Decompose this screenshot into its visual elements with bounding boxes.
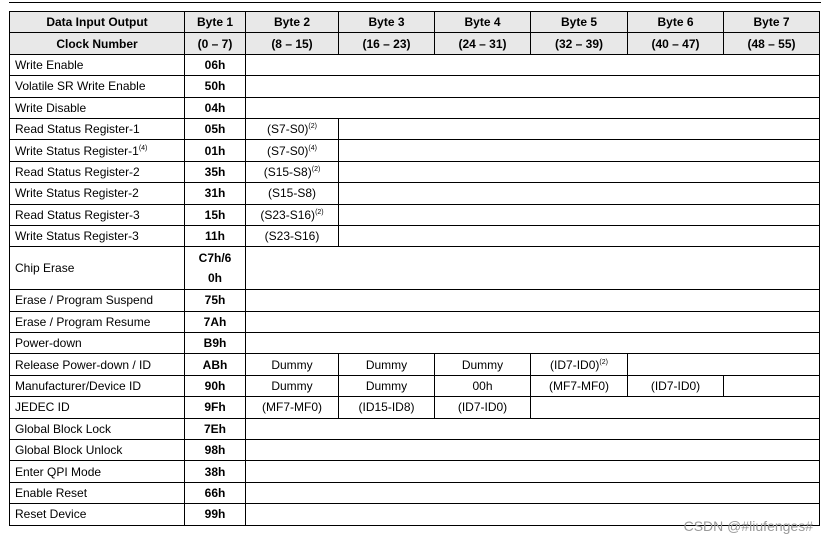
- empty-cell: [246, 247, 820, 290]
- byte1-cell: [185, 118, 246, 139]
- command-name-cell-text: Write Status Register-3: [15, 229, 139, 244]
- empty-cell: [246, 97, 820, 118]
- table-row: [10, 311, 820, 332]
- command-name-cell: [10, 76, 185, 97]
- command-name-cell-text: JEDEC ID: [15, 400, 70, 415]
- header-cell: (24 – 31): [435, 33, 531, 54]
- header-row-data-io: [10, 12, 820, 33]
- command-name-cell: [10, 311, 185, 332]
- byte1-cell-text: 98h: [204, 443, 226, 458]
- command-name-cell-text: Enable Reset: [15, 486, 88, 500]
- instruction-set-table: [9, 11, 820, 526]
- command-name-cell: [10, 290, 185, 311]
- empty-cell: [246, 54, 820, 75]
- byte4-cell-text: (ID7-ID0): [457, 400, 508, 415]
- byte2-cell-text: (S7-S0): [267, 122, 309, 137]
- command-name-cell: [10, 225, 185, 246]
- byte1-cell: [185, 290, 246, 311]
- empty-cell: [246, 333, 820, 354]
- byte1-cell: [185, 183, 246, 204]
- command-name-cell-text: Write Status Register-1: [15, 143, 139, 158]
- byte1-cell-text: 04h: [204, 100, 226, 115]
- empty-cell: [628, 354, 820, 375]
- header-cell: (16 – 23): [339, 33, 435, 54]
- command-name-cell: [10, 375, 185, 396]
- command-name-cell: [10, 247, 185, 290]
- command-name-cell: [10, 97, 185, 118]
- byte1-cell: [185, 461, 246, 482]
- byte1-cell: [185, 418, 246, 439]
- byte4-cell: [435, 375, 531, 396]
- empty-cell: [339, 118, 820, 139]
- table-row: [10, 290, 820, 311]
- byte2-cell: [246, 161, 339, 182]
- byte3-cell-text: Dummy: [365, 379, 408, 394]
- header-cell: Byte 2: [246, 12, 339, 33]
- header-cell: (0 – 7): [185, 33, 246, 54]
- command-name-cell: [10, 54, 185, 75]
- byte1-cell: [185, 76, 246, 97]
- command-name-cell: [10, 440, 185, 461]
- table-header: [10, 12, 820, 55]
- footnote-ref: (4): [308, 144, 317, 152]
- empty-cell: [246, 482, 820, 503]
- byte1-cell: [185, 397, 246, 418]
- table-row: [10, 440, 820, 461]
- command-name-cell: [10, 161, 185, 182]
- command-name-cell-text: Release Power-down / ID: [15, 357, 152, 372]
- table-row: [10, 54, 820, 75]
- byte1-cell: [185, 375, 246, 396]
- table-row: [10, 161, 820, 182]
- byte1-cell-text: ABh: [202, 357, 228, 372]
- byte2-cell: [246, 375, 339, 396]
- empty-cell: [246, 461, 820, 482]
- byte1-cell-text: 99h: [204, 507, 226, 522]
- byte1-cell-text: 31h: [204, 186, 226, 201]
- byte6-cell: [628, 375, 724, 396]
- table-row: [10, 375, 820, 396]
- table-row: [10, 418, 820, 439]
- command-name-cell-text: Write Enable: [15, 57, 84, 72]
- command-name-cell-text: Chip Erase: [15, 261, 75, 276]
- footnote-ref: (2): [599, 358, 608, 366]
- byte2-cell-text: (S7-S0): [267, 143, 309, 158]
- command-name-cell: [10, 461, 185, 482]
- byte1-cell: [185, 354, 246, 375]
- header-cell: Data Input Output: [10, 12, 185, 33]
- byte1-cell-text: C7h/6: [198, 251, 232, 266]
- header-cell: Byte 3: [339, 12, 435, 33]
- byte1-cell: [185, 247, 246, 290]
- command-name-cell-text: Global Block Lock: [15, 421, 112, 436]
- byte2-cell: [246, 354, 339, 375]
- header-cell: (48 – 55): [724, 33, 820, 54]
- byte2-cell-text: (S23-S16): [264, 229, 320, 244]
- byte6-cell-text: (ID7-ID0): [650, 379, 701, 394]
- command-name-cell-text: Read Status Register-2: [15, 164, 140, 179]
- byte2-cell: [246, 140, 339, 161]
- byte5-cell-text: (ID7-ID0): [550, 357, 600, 372]
- header-cell: Byte 7: [724, 12, 820, 33]
- byte1-cell-text: 75h: [204, 293, 226, 308]
- command-name-cell-text: Read Status Register-3: [15, 207, 140, 222]
- command-name-cell: [10, 333, 185, 354]
- byte1-cell-text: 90h: [204, 379, 226, 394]
- footnote-ref: (2): [315, 208, 324, 216]
- byte2-cell: [246, 118, 339, 139]
- byte1-cell: [185, 225, 246, 246]
- command-name-cell: [10, 504, 185, 525]
- byte2-cell: [246, 397, 339, 418]
- header-cell: Byte 5: [531, 12, 628, 33]
- byte1-cell: [185, 204, 246, 225]
- footnote-ref: (4): [138, 144, 148, 152]
- command-name-cell: [10, 183, 185, 204]
- byte3-cell: [339, 397, 435, 418]
- byte3-cell-text: (ID15-ID8): [358, 400, 415, 415]
- byte1-cell-text: 0h: [207, 271, 222, 286]
- empty-cell: [246, 76, 820, 97]
- footnote-ref: (2): [308, 123, 317, 131]
- byte1-cell: [185, 97, 246, 118]
- byte5-cell: [531, 375, 628, 396]
- byte4-cell-text: 00h: [472, 379, 493, 394]
- empty-cell: [339, 204, 820, 225]
- byte2-cell: [246, 225, 339, 246]
- byte1-cell-text: 15h: [204, 207, 226, 222]
- header-cell: Byte 4: [435, 12, 531, 33]
- header-cell: (8 – 15): [246, 33, 339, 54]
- footnote-ref: (2): [311, 165, 321, 173]
- byte1-cell-text: 9Fh: [204, 400, 226, 415]
- byte1-cell: [185, 140, 246, 161]
- table-body: [10, 54, 820, 525]
- table-row: [10, 482, 820, 503]
- command-name-cell: [10, 397, 185, 418]
- header-cell: (32 – 39): [531, 33, 628, 54]
- byte1-cell-text: 06h: [204, 57, 226, 72]
- command-name-cell-text: Power-down: [15, 336, 82, 351]
- command-name-cell-text: Write Disable: [15, 100, 87, 115]
- empty-cell: [246, 311, 820, 332]
- watermark: CSDN @#liufenges#: [683, 518, 813, 534]
- byte1-cell-text: 7Ah: [203, 314, 227, 329]
- empty-cell: [724, 375, 820, 396]
- byte2-cell-text: (S15-S8): [263, 164, 312, 179]
- byte2-cell-text: (MF7-MF0): [262, 400, 322, 415]
- byte2-cell-text: (S23-S16): [260, 207, 316, 222]
- byte1-cell: [185, 482, 246, 503]
- command-name-cell: [10, 482, 185, 503]
- byte1-cell: [185, 504, 246, 525]
- byte2-cell-text: Dummy: [271, 357, 313, 372]
- byte2-cell: [246, 183, 339, 204]
- table-row: [10, 76, 820, 97]
- header-cell: Clock Number: [10, 33, 185, 54]
- byte5-cell-text: (MF7-MF0): [549, 379, 609, 394]
- header-cell: (40 – 47): [628, 33, 724, 54]
- empty-cell: [246, 440, 820, 461]
- byte1-cell-text: 11h: [204, 229, 225, 244]
- byte4-cell: [435, 397, 531, 418]
- byte1-cell-text: 01h: [204, 143, 226, 158]
- byte3-cell: [339, 354, 435, 375]
- command-name-cell-text: Erase / Program Suspend: [15, 293, 154, 308]
- byte3-cell-text: Dummy: [365, 357, 408, 372]
- empty-cell: [246, 418, 820, 439]
- table-row: [10, 354, 820, 375]
- byte1-cell: [185, 440, 246, 461]
- byte5-cell: [531, 354, 628, 375]
- byte4-cell: [435, 354, 531, 375]
- byte1-cell-text: 05h: [204, 122, 226, 137]
- table-row: [10, 333, 820, 354]
- empty-cell: [246, 290, 820, 311]
- table-row: [10, 397, 820, 418]
- byte3-cell: [339, 375, 435, 396]
- byte1-cell: [185, 311, 246, 332]
- byte2-cell-text: Dummy: [271, 379, 313, 394]
- command-name-cell: [10, 140, 185, 161]
- table-row: [10, 461, 820, 482]
- empty-cell: [339, 140, 820, 161]
- byte1-cell-text: 7Eh: [203, 421, 226, 436]
- table-row: [10, 183, 820, 204]
- byte1-cell: [185, 333, 246, 354]
- table-row: [10, 97, 820, 118]
- command-name-cell: [10, 418, 185, 439]
- table-row: [10, 204, 820, 225]
- header-cell: Byte 6: [628, 12, 724, 33]
- empty-cell: [339, 183, 820, 204]
- byte1-cell-text: 66h: [204, 486, 226, 500]
- command-name-cell-text: Enter QPI Mode: [15, 464, 102, 479]
- command-name-cell-text: Manufacturer/Device ID: [15, 379, 142, 394]
- byte1-cell-text: 35h: [204, 164, 226, 179]
- header-row-clock-number: [10, 33, 820, 54]
- command-name-cell-text: Read Status Register-1: [15, 122, 140, 137]
- header-cell: Byte 1: [185, 12, 246, 33]
- command-name-cell-text: Erase / Program Resume: [15, 314, 151, 329]
- empty-cell: [339, 161, 820, 182]
- command-name-cell: [10, 204, 185, 225]
- command-name-cell-text: Write Status Register-2: [15, 186, 139, 201]
- table-row: [10, 225, 820, 246]
- byte1-cell-text: B9h: [203, 336, 227, 351]
- byte2-cell-text: (S15-S8): [267, 186, 317, 201]
- byte1-cell-text: 50h: [204, 79, 226, 94]
- command-name-cell: [10, 354, 185, 375]
- byte2-cell: [246, 204, 339, 225]
- command-name-cell-text: Global Block Unlock: [15, 443, 123, 458]
- table-row: [10, 247, 820, 290]
- byte4-cell-text: Dummy: [461, 357, 504, 372]
- command-name-cell: [10, 118, 185, 139]
- byte1-cell: [185, 54, 246, 75]
- command-name-cell-text: Volatile SR Write Enable: [15, 79, 146, 94]
- table-row: [10, 118, 820, 139]
- empty-cell: [339, 225, 820, 246]
- byte1-cell-text: 38h: [204, 464, 226, 479]
- table-row: [10, 140, 820, 161]
- empty-cell: [531, 397, 820, 418]
- command-name-cell-text: Reset Device: [15, 507, 87, 522]
- byte1-cell: [185, 161, 246, 182]
